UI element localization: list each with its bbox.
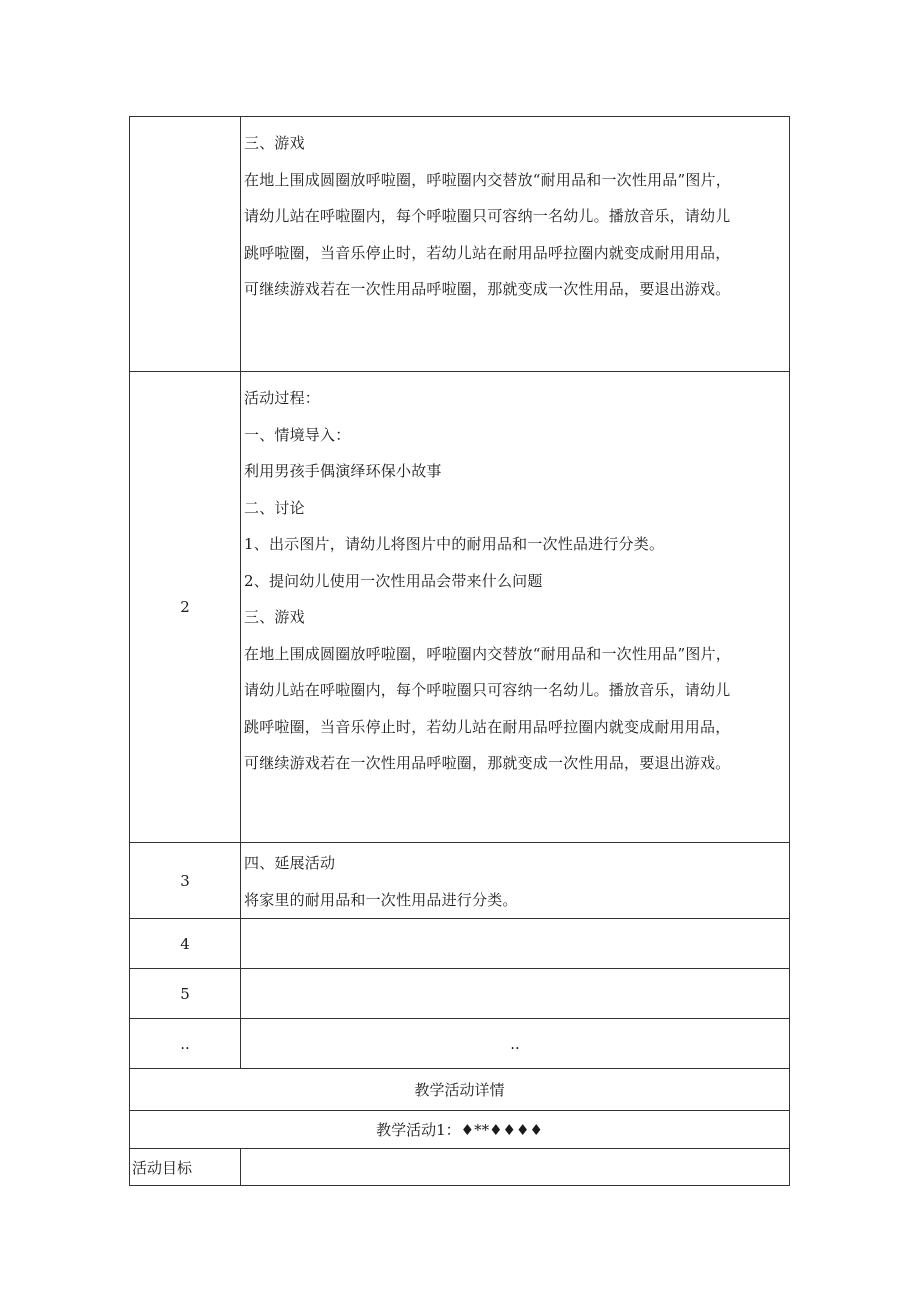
row-content [241, 117, 790, 372]
row-number: 3 [130, 843, 241, 919]
table-row [130, 1069, 790, 1111]
row-number: .. [130, 1019, 241, 1069]
content-line: 请幼儿站在呼啦圈内，每个呼啦圈只可容纳一名幼儿。播放音乐，请幼儿 [244, 681, 731, 699]
content-line: 在地上围成圆圈放呼啦圈，呼啦圈内交替放“耐用品和一次性用品”图片， [244, 170, 731, 189]
row-content [241, 372, 790, 843]
content-line: 利用男孩手偶演绎环保小故事 [244, 462, 442, 480]
row-content [241, 919, 790, 969]
lesson-table [129, 116, 790, 1186]
activity-title: 教学活动1：♦**♦♦♦♦ [130, 1111, 790, 1149]
content-line: 可继续游戏若在一次性用品呼啦圈，那就变成一次性用品，要退出游戏。 [244, 280, 731, 298]
content-line: 请幼儿站在呼啦圈内，每个呼啦圈只可容纳一名幼儿。播放音乐，请幼儿 [244, 207, 731, 225]
table-row [130, 117, 790, 372]
row-content [241, 969, 790, 1019]
table-row [130, 372, 790, 843]
row-number: 2 [130, 372, 241, 843]
content-line: 跳呼啦圈，当音乐停止时，若幼儿站在耐用品呼拉圈内就变成耐用用品， [244, 717, 731, 736]
row-number [130, 117, 241, 372]
content-line: 一、情境导入： [244, 425, 351, 444]
row-number: 5 [130, 969, 241, 1019]
content-line: 1、出示图片，请幼儿将图片中的耐用品和一次性品进行分类。 [244, 535, 665, 553]
content-line: 在地上围成圆圈放呼啦圈，呼啦圈内交替放“耐用品和一次性用品”图片， [244, 644, 731, 663]
content-line: 可继续游戏若在一次性用品呼啦圈，那就变成一次性用品，要退出游戏。 [244, 754, 731, 772]
section-title: 教学活动详情 [130, 1069, 790, 1111]
table-row [130, 1019, 790, 1069]
content-line: 将家里的耐用品和一次性用品进行分类。 [244, 890, 518, 909]
content-line: 四、延展活动 [244, 854, 336, 872]
content-line: 活动过程： [244, 389, 321, 407]
table-row [130, 1111, 790, 1149]
content-line: 三、游戏 [244, 608, 305, 626]
content-line: 二、讨论 [244, 498, 305, 517]
row-content [241, 843, 790, 919]
table-row [130, 969, 790, 1019]
row-number: 4 [130, 919, 241, 969]
goal-label: 活动目标 [130, 1149, 241, 1186]
row-content: .. [241, 1019, 790, 1069]
content-line: 三、游戏 [244, 134, 305, 152]
content-line: 跳呼啦圈，当音乐停止时，若幼儿站在耐用品呼拉圈内就变成耐用用品， [244, 243, 731, 262]
table-row [130, 1149, 790, 1186]
table-row [130, 919, 790, 969]
table-row [130, 843, 790, 919]
goal-value[interactable] [241, 1149, 790, 1186]
content-line: 2、提问幼儿使用一次性用品会带来什么问题 [244, 571, 543, 590]
